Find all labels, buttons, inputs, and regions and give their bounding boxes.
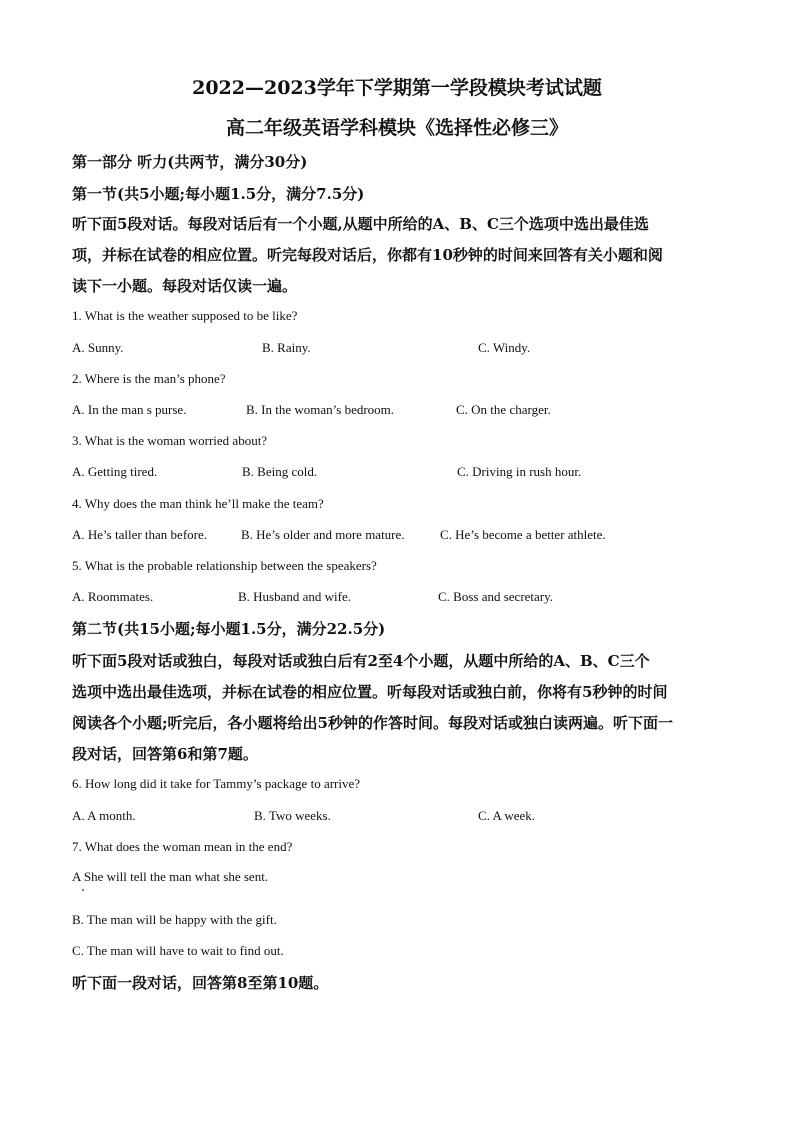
option-a: A. Getting tired. [72, 464, 158, 479]
option-a: A. Roommates. [72, 589, 154, 604]
part1-heading: 第一部分 听力(共两节，满分30分) [72, 153, 308, 171]
question-text: 6. How long did it take for Tammy’s package to arrive? [72, 776, 361, 791]
option-c: C. On the charger. [456, 402, 551, 417]
section2-instruction: 听下面5段对话或独白，每段对话或独白后有2至4个小题，从题中所给的A、B、C三个 [72, 652, 650, 670]
option-a: A. In the man s purse. [72, 402, 187, 417]
section2-heading: 第二节(共15小题;每小题1.5分，满分22.5分) [72, 620, 386, 638]
exam-subtitle: 高二年级英语学科模块《选择性必修三》 [225, 117, 568, 139]
section1-instruction: 读下一小题。每段对话仅读一遍。 [72, 277, 298, 295]
option-c: C. He’s become a better athlete. [440, 527, 606, 542]
next-instruction: 听下面一段对话，回答第8至第10题。 [72, 974, 329, 992]
option-b: B. Two weeks. [254, 808, 331, 823]
section2-instruction: 选项中选出最佳选项，并标在试卷的相应位置。听每段对话或独白前，你将有5秒钟的时间 [72, 683, 668, 701]
question-text: 3. What is the woman worried about? [72, 433, 268, 448]
question-text: 2. Where is the man’s phone? [72, 371, 226, 386]
option-b: B. In the woman’s bedroom. [246, 402, 395, 417]
section2-instruction: 段对话，回答第6和第7题。 [72, 745, 258, 763]
exam-title: 2022—2023学年下学期第一学段模块考试试题 [192, 77, 602, 99]
section2-instruction: 阅读各个小题;听完后，各小题将给出5秒钟的作答时间。每段对话或独白读两遍。听下面一 [72, 714, 673, 732]
stray-dot [82, 889, 84, 891]
section1-heading: 第一节(共5小题;每小题1.5分，满分7.5分) [72, 185, 365, 203]
question-text: 4. Why does the man think he’ll make the team? [72, 496, 324, 511]
section1-instruction: 听下面5段对话。每段对话后有一个小题,从题中所给的A、B、C三个选项中选出最佳选 [72, 215, 649, 233]
option-c: C. Driving in rush hour. [457, 464, 582, 479]
option-b: B. Husband and wife. [238, 589, 352, 604]
option-c: C. The man will have to wait to find out. [72, 943, 284, 958]
option-a: A. He’s taller than before. [72, 527, 208, 542]
section1-instruction: 项，并标在试卷的相应位置。听完每段对话后，你都有10秒钟的时间来回答有关小题和阅 [72, 246, 663, 264]
option-a: A. Sunny. [72, 340, 124, 355]
question-text: 5. What is the probable relationship between the speakers? [72, 558, 377, 573]
option-b: B. Being cold. [242, 464, 318, 479]
option-c: C. Boss and secretary. [438, 589, 554, 604]
question-text: 7. What does the woman mean in the end? [72, 839, 293, 854]
option-b: B. The man will be happy with the gift. [72, 912, 277, 927]
question-text: 1. What is the weather supposed to be like? [72, 308, 298, 323]
option-a: A. A month. [72, 808, 136, 823]
option-b: B. Rainy. [262, 340, 311, 355]
option-c: C. A week. [478, 808, 536, 823]
option-c: C. Windy. [478, 340, 531, 355]
option-b: B. He’s older and more mature. [241, 527, 405, 542]
option-a: A She will tell the man what she sent. [72, 869, 269, 884]
